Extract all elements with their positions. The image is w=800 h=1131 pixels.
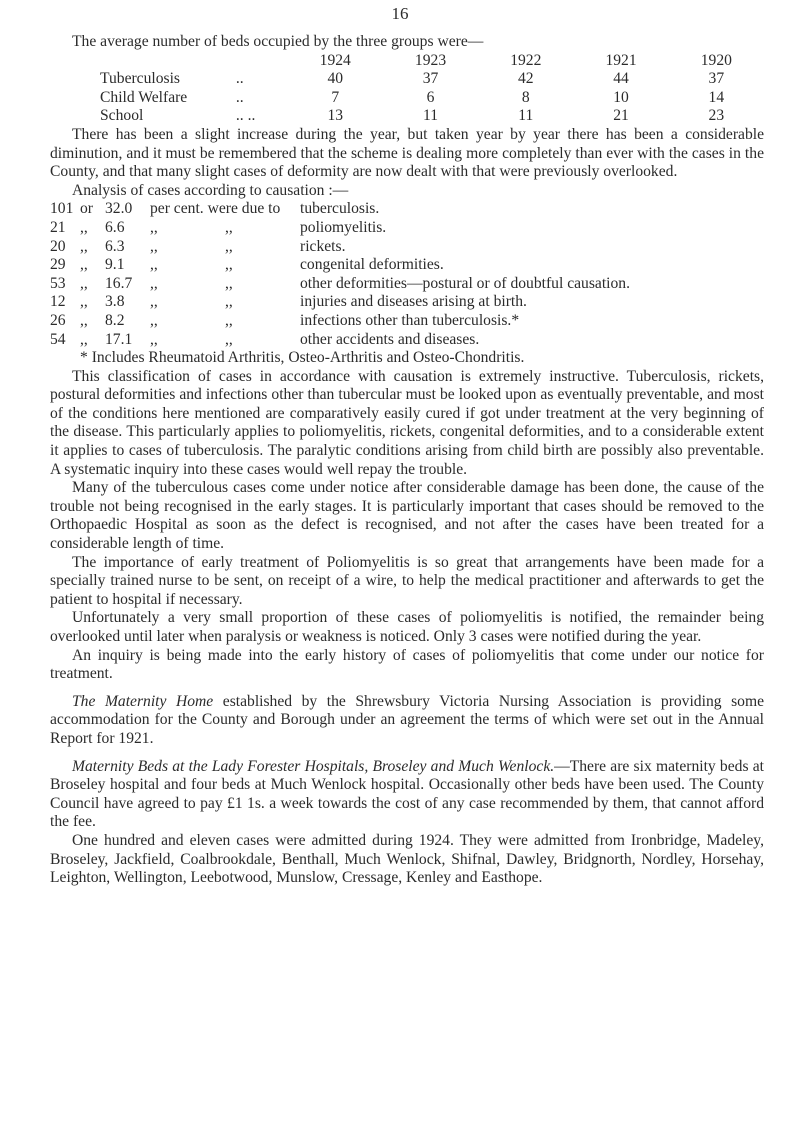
table-row bbox=[100, 70, 764, 89]
percentage: 17.1 bbox=[105, 330, 133, 348]
table-cell: 37 bbox=[708, 70, 725, 88]
row-label: Tuberculosis bbox=[100, 70, 181, 88]
cause-text: poliomyelitis. bbox=[300, 218, 387, 236]
ditto-marks: ,, ,, bbox=[150, 237, 233, 255]
percentage: 8.2 bbox=[105, 311, 125, 329]
ditto-or: ,, bbox=[80, 293, 88, 311]
paragraph-inquiry: An inquiry is being made into the early history of cases of poliomyelitis that come under our notice for treatment. bbox=[50, 646, 764, 683]
analysis-heading: Analysis of cases according to causation :— bbox=[72, 181, 349, 199]
percentage: 6.3 bbox=[105, 237, 125, 255]
list-item bbox=[50, 293, 764, 312]
ditto-marks: ,, ,, bbox=[150, 274, 233, 292]
list-item bbox=[50, 200, 764, 219]
case-count: 26 bbox=[50, 311, 66, 329]
ditto-or: ,, bbox=[80, 311, 88, 329]
body-text bbox=[50, 33, 764, 888]
paragraph-tuberculous: Many of the tuberculous cases come under notice after considerable damage has been done, the cause of the trouble not being recognised in the early stages. It is particularly important that cases should be removed to the Orthopaedic Hospital as soon as the defect is recognised, and not after the cases have been treated for a considerable length of time. bbox=[50, 479, 764, 553]
page-number: 16 bbox=[391, 4, 409, 23]
maternity-home-text: established by the Shrewsbury Victoria Nursing Association is providing some accommodation for the County and Borough under an agreement the terms of which were set out in the Annual Report for 1921. bbox=[50, 692, 765, 747]
maternity-beds-text: —There are six maternity beds at Broseley hospital and four beds at Much Wenlock hospital. Occasionally other beds have been used. The County Council have agreed to pay £1 1s. a week towards the cost of any case recommended by them, that cannot afford the fee. bbox=[50, 757, 764, 831]
cause-text: congenital deformities. bbox=[300, 256, 444, 274]
table-cell: 13 bbox=[327, 107, 344, 125]
year-header: 1924 bbox=[319, 51, 351, 69]
ditto-marks: ,, ,, bbox=[150, 311, 233, 329]
table-intro: The average number of beds occupied by the three groups were— bbox=[72, 33, 484, 50]
ditto-or: or bbox=[80, 200, 93, 218]
ditto-or: ,, bbox=[80, 237, 88, 255]
maternity-beds-title: Maternity Beds at the Lady Forester Hospitals, Broseley and Much Wenlock. bbox=[72, 757, 555, 775]
list-item bbox=[50, 219, 764, 238]
table-cell: 44 bbox=[613, 70, 629, 88]
leader-dots: .. .. bbox=[235, 107, 256, 125]
case-count: 101 bbox=[50, 200, 74, 218]
row-label: Child Welfare bbox=[100, 88, 188, 106]
row-label: School bbox=[100, 107, 144, 125]
table-cell: 40 bbox=[327, 70, 344, 88]
table-cell: 11 bbox=[423, 107, 439, 125]
year-header: 1922 bbox=[510, 51, 542, 69]
percentage: 16.7 bbox=[105, 274, 133, 292]
cause-text: injuries and diseases arising at birth. bbox=[300, 293, 527, 311]
paragraph-admitted: One hundred and eleven cases were admitted during 1924. They were admitted from Ironbridge, Madeley, Broseley, Jackfield, Coalbrookdale, Benthall, Much Wenlock, Shifnal, Dawley, Bridgnorth, Nordley, Horsehay, Leighton, Wellington, Leebotwood, Munslow, Cressage, Kenley and Easthope. bbox=[50, 831, 764, 887]
table-cell: 10 bbox=[613, 88, 629, 106]
list-item bbox=[50, 256, 764, 275]
year-header: 1923 bbox=[414, 51, 447, 69]
ditto-marks: ,, ,, bbox=[150, 330, 233, 348]
case-count: 54 bbox=[50, 330, 66, 348]
cause-text: rickets. bbox=[300, 237, 346, 255]
percentage: 9.1 bbox=[105, 256, 125, 274]
table-cell: 14 bbox=[708, 88, 725, 106]
ditto-marks: ,, ,, bbox=[150, 218, 233, 236]
table-cell: 11 bbox=[518, 107, 534, 125]
year-header: 1920 bbox=[700, 51, 732, 69]
year-header: 1921 bbox=[605, 51, 637, 69]
case-count: 21 bbox=[50, 218, 66, 236]
ditto-or: ,, bbox=[80, 274, 88, 292]
case-count: 29 bbox=[50, 256, 66, 274]
table-header-row bbox=[100, 52, 764, 71]
beds-table bbox=[100, 52, 764, 126]
paragraph-increase: There has been a slight increase during the year, but taken year by year there has been a considerable diminution, and it must be remembered that the scheme is dealing more completely than ever with the cases in the County, and that many slight cases of deformity are now dealt with that were previously overlooked. bbox=[50, 125, 764, 181]
list-item bbox=[50, 275, 764, 294]
table-cell: 6 bbox=[426, 88, 435, 106]
paragraph-classification: This classification of cases in accordance with causation is extremely instructive. Tuberculosis, rickets, postural deformities and infections other than tubercular must be looked upon as eventually preventable, and most of the conditions here mentioned are comparatively easily cured if got under treatment at the very beginning of the disease. This particularly applies to poliomyelitis, rickets, congenital deformities, and to a considerable extent it applies to cases of tuberculosis. The paralytic conditions arising from child birth are possibly also preventable. A systematic inquiry into these cases would well repay the trouble. bbox=[50, 367, 764, 478]
table-cell: 42 bbox=[517, 70, 534, 88]
paragraph-maternity-home bbox=[50, 693, 764, 749]
table-cell: 23 bbox=[708, 107, 725, 125]
percentage: 3.8 bbox=[105, 293, 125, 311]
leader-dots: .. bbox=[235, 70, 244, 88]
table-row bbox=[100, 107, 764, 126]
leader-dots: .. bbox=[235, 88, 244, 106]
cause-text: other deformities—postural or of doubtful causation. bbox=[300, 274, 630, 292]
case-count: 20 bbox=[50, 237, 66, 255]
table-cell: 8 bbox=[521, 88, 530, 106]
cause-text: infections other than tuberculosis.* bbox=[300, 311, 520, 329]
list-item bbox=[50, 331, 764, 350]
table-row bbox=[100, 89, 764, 108]
list-item bbox=[50, 312, 764, 331]
per-cent-text: per cent. were due to bbox=[150, 200, 281, 218]
paragraph-maternity-beds bbox=[50, 758, 764, 832]
percentage: 32.0 bbox=[105, 200, 133, 218]
cause-text: tuberculosis. bbox=[300, 200, 380, 218]
ditto-marks: ,, ,, bbox=[150, 256, 233, 274]
paragraph-polio-treatment: The importance of early treatment of Poliomyelitis is so great that arrangements have been made for a specially trained nurse to be sent, on receipt of a wire, to help the medical practitioner and afterwards to get the patient to hospital if necessary. bbox=[50, 553, 764, 608]
footnote: * Includes Rheumatoid Arthritis, Osteo-Arthritis and Osteo-Chondritis. bbox=[80, 349, 525, 367]
ditto-or: ,, bbox=[80, 218, 88, 236]
table-cell: 37 bbox=[422, 70, 439, 88]
paragraph-unfortunately: Unfortunately a very small proportion of these cases of poliomyelitis is notified, the remainder being overlooked until later when paralysis or weakness is noticed. Only 3 cases were notified during the year. bbox=[50, 609, 764, 645]
case-count: 53 bbox=[50, 274, 66, 292]
list-item bbox=[50, 238, 764, 257]
maternity-home-title: The Maternity Home bbox=[72, 692, 214, 710]
case-count: 12 bbox=[50, 293, 66, 311]
percentage: 6.6 bbox=[105, 218, 125, 236]
causation-list bbox=[50, 200, 764, 367]
ditto-or: ,, bbox=[80, 330, 88, 348]
ditto-marks: ,, ,, bbox=[150, 293, 233, 311]
table-cell: 21 bbox=[613, 107, 629, 125]
table-cell: 7 bbox=[331, 88, 340, 106]
cause-text: other accidents and diseases. bbox=[300, 330, 480, 348]
ditto-or: ,, bbox=[80, 256, 88, 274]
